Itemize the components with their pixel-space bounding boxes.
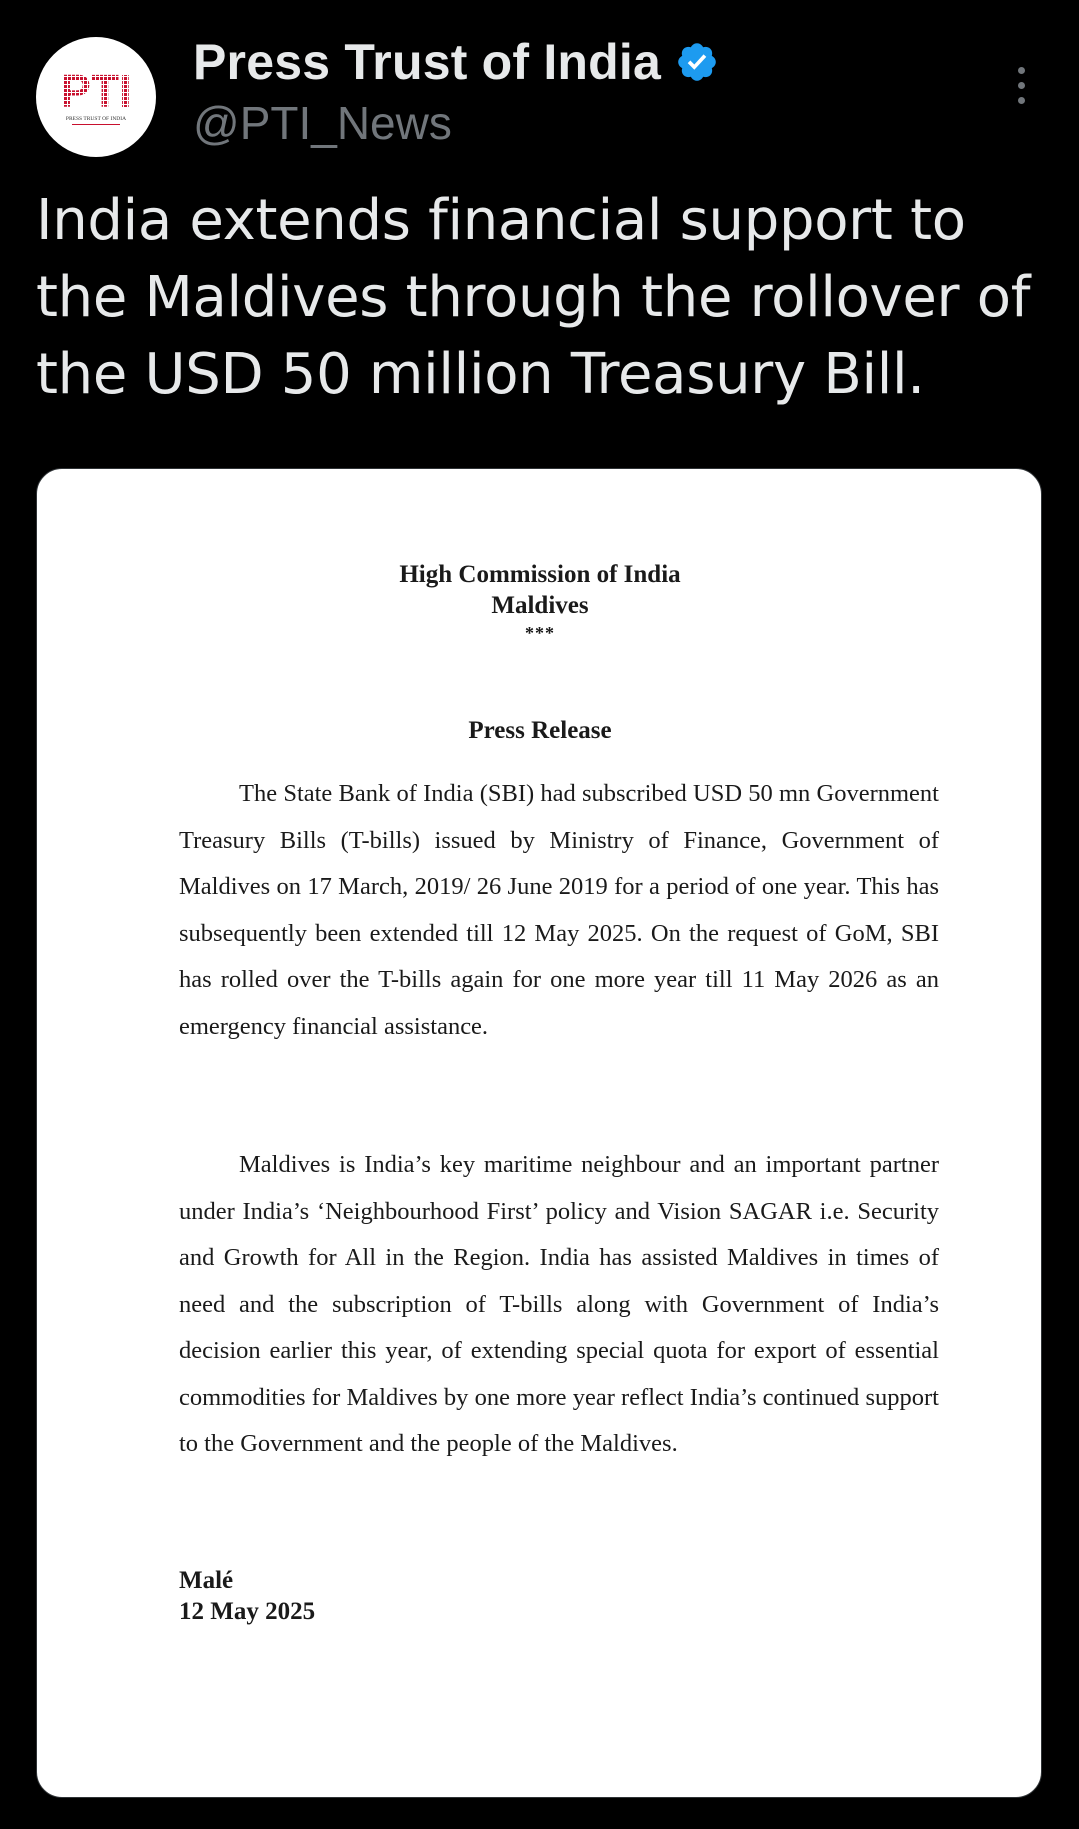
document-separator: ***	[525, 623, 555, 643]
document-paragraph: The State Bank of India (SBI) had subscribed USD 50 mn Government Treasury Bills (T-bills) issued by Ministry of Finance, Government of Maldives on 17 March, 2019/ 26 June 2019 for a period of one year. This has subsequently been extended till 12 May 2025. On the request of GoM, SBI has rolled over the T-bills again for one more year till 11 May 2026 as an emergency financial assistance.	[179, 780, 939, 1040]
more-options-button[interactable]	[996, 60, 1046, 110]
avatar-logo-text: PTI	[60, 65, 132, 117]
press-release-document	[37, 469, 1042, 1798]
document-paragraph: Maldives is India’s key maritime neighbour and an important partner under India’s ‘Neighbourhood First’ policy and Vision SAGAR i.e. Security and Growth for All in the Region. India has assisted Maldives in times of need and the subscription of T-bills along with Government of India’s decision earlier this year, of extending special quota for export of essential commodities for Maldives by one more year reflect India’s continued support to the Government and the people of the Maldives.	[179, 1151, 939, 1457]
author-handle[interactable]: @PTI_News	[193, 97, 452, 149]
avatar[interactable]	[36, 37, 156, 157]
pti-logo-icon	[36, 37, 156, 157]
verified-badge-icon[interactable]	[675, 40, 719, 84]
author-display-name[interactable]: Press Trust of India	[193, 34, 662, 90]
more-vertical-icon	[1018, 67, 1025, 74]
document-place: Malé	[179, 1567, 234, 1594]
tweet-text: India extends financial support to the Maldives through the rollover of the USD 50 million Treasury Bill.	[36, 188, 1031, 407]
avatar-caption: PRESS TRUST OF INDIA	[65, 116, 127, 122]
document-title: Press Release	[468, 717, 612, 744]
document-date: 12 May 2025	[179, 1598, 316, 1625]
tweet-header	[0, 0, 1079, 180]
tweet-media-image[interactable]	[36, 468, 1042, 1798]
author-name-row	[193, 32, 719, 92]
document-organization: High Commission of India	[399, 561, 681, 588]
document-country: Maldives	[491, 592, 589, 619]
